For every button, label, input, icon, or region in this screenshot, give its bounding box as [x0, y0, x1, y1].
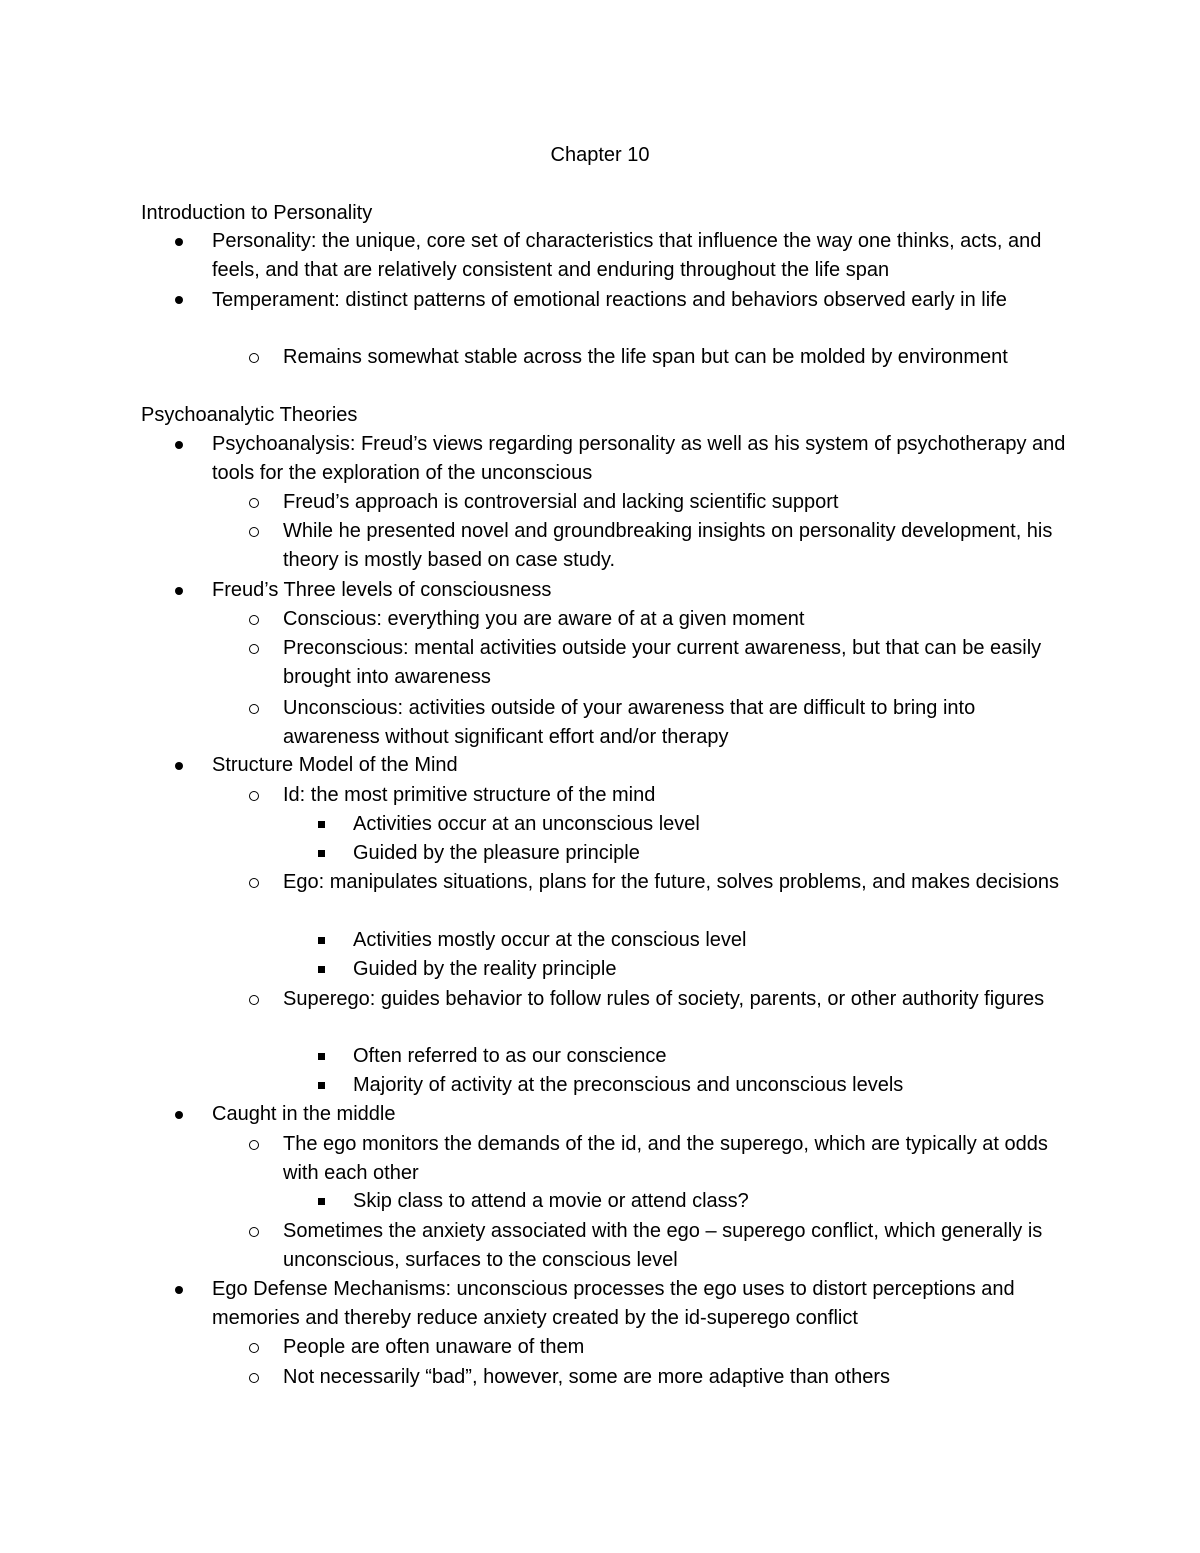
bullet-dot-icon — [175, 762, 183, 770]
bullet-circle-icon — [249, 353, 259, 363]
bullet-dot-icon — [175, 1111, 183, 1119]
list-item: Guided by the pleasure principle — [353, 842, 640, 864]
list-item: Ego Defense Mechanisms: unconscious processes the ego uses to distort perceptions and memories and thereby reduce anxiety created by the id-superego conflict — [212, 1278, 1015, 1330]
list-item: Caught in the middle — [212, 1103, 396, 1125]
list-item: Freud’s approach is controversial and lacking scientific support — [283, 491, 839, 513]
list-item: Sometimes the anxiety associated with the ego – superego conflict, which generally is unconscious, surfaces to the conscious level — [283, 1220, 1043, 1272]
list-item: Temperament: distinct patterns of emotional reactions and behaviors observed early in life — [212, 289, 1007, 311]
bullet-square-icon — [318, 821, 325, 828]
list-item: Id: the most primitive structure of the mind — [283, 784, 656, 806]
list-item: Freud’s Three levels of consciousness — [212, 579, 552, 601]
bullet-circle-icon — [249, 527, 259, 537]
section-heading: Psychoanalytic Theories — [141, 404, 358, 426]
list-item: People are often unaware of them — [283, 1336, 585, 1358]
list-item: Remains somewhat stable across the life span but can be molded by environment — [283, 346, 1008, 368]
list-item: While he presented novel and groundbreaking insights on personality development, his theory is mostly based on case study. — [283, 520, 1053, 572]
bullet-circle-icon — [249, 644, 259, 654]
list-item: Skip class to attend a movie or attend class? — [353, 1190, 749, 1212]
page-title: Chapter 10 — [550, 144, 650, 166]
bullet-dot-icon — [175, 441, 183, 449]
list-item: Not necessarily “bad”, however, some are more adaptive than others — [283, 1366, 890, 1388]
bullet-square-icon — [318, 937, 325, 944]
bullet-circle-icon — [249, 878, 259, 888]
list-item: Superego: guides behavior to follow rules of society, parents, or other authority figures — [283, 988, 1045, 1010]
bullet-square-icon — [318, 1082, 325, 1089]
list-item: Activities mostly occur at the conscious level — [353, 929, 747, 951]
list-item: Conscious: everything you are aware of at a given moment — [283, 608, 805, 630]
bullet-square-icon — [318, 850, 325, 857]
bullet-square-icon — [318, 966, 325, 973]
list-item: Structure Model of the Mind — [212, 754, 458, 776]
list-item: Activities occur at an unconscious level — [353, 813, 700, 835]
bullet-circle-icon — [249, 791, 259, 801]
list-item: Psychoanalysis: Freud’s views regarding personality as well as his system of psychotherapy and tools for the exploration of the unconscious — [212, 433, 1066, 485]
bullet-square-icon — [318, 1198, 325, 1205]
bullet-square-icon — [318, 1053, 325, 1060]
list-item: Ego: manipulates situations, plans for the future, solves problems, and makes decisions — [283, 871, 1059, 893]
bullet-circle-icon — [249, 1343, 259, 1353]
bullet-dot-icon — [175, 1286, 183, 1294]
list-item: Personality: the unique, core set of characteristics that influence the way one thinks, acts, and feels, and that are relatively consistent and enduring throughout the life span — [212, 230, 1042, 282]
list-item: Often referred to as our conscience — [353, 1045, 667, 1067]
bullet-circle-icon — [249, 1227, 259, 1237]
bullet-dot-icon — [175, 296, 183, 304]
list-item: Guided by the reality principle — [353, 958, 617, 980]
bullet-circle-icon — [249, 498, 259, 508]
bullet-circle-icon — [249, 1140, 259, 1150]
bullet-dot-icon — [175, 238, 183, 246]
bullet-circle-icon — [249, 704, 259, 714]
bullet-circle-icon — [249, 615, 259, 625]
list-item: Preconscious: mental activities outside your current awareness, but that can be easily brought into awareness — [283, 637, 1042, 689]
list-item: Unconscious: activities outside of your awareness that are difficult to bring into awareness without significant effort and/or therapy — [283, 697, 976, 749]
list-item: The ego monitors the demands of the id, and the superego, which are typically at odds with each other — [283, 1133, 1048, 1185]
bullet-dot-icon — [175, 587, 183, 595]
section-heading: Introduction to Personality — [141, 202, 373, 224]
bullet-circle-icon — [249, 1373, 259, 1383]
bullet-circle-icon — [249, 995, 259, 1005]
list-item: Majority of activity at the preconscious and unconscious levels — [353, 1074, 904, 1096]
